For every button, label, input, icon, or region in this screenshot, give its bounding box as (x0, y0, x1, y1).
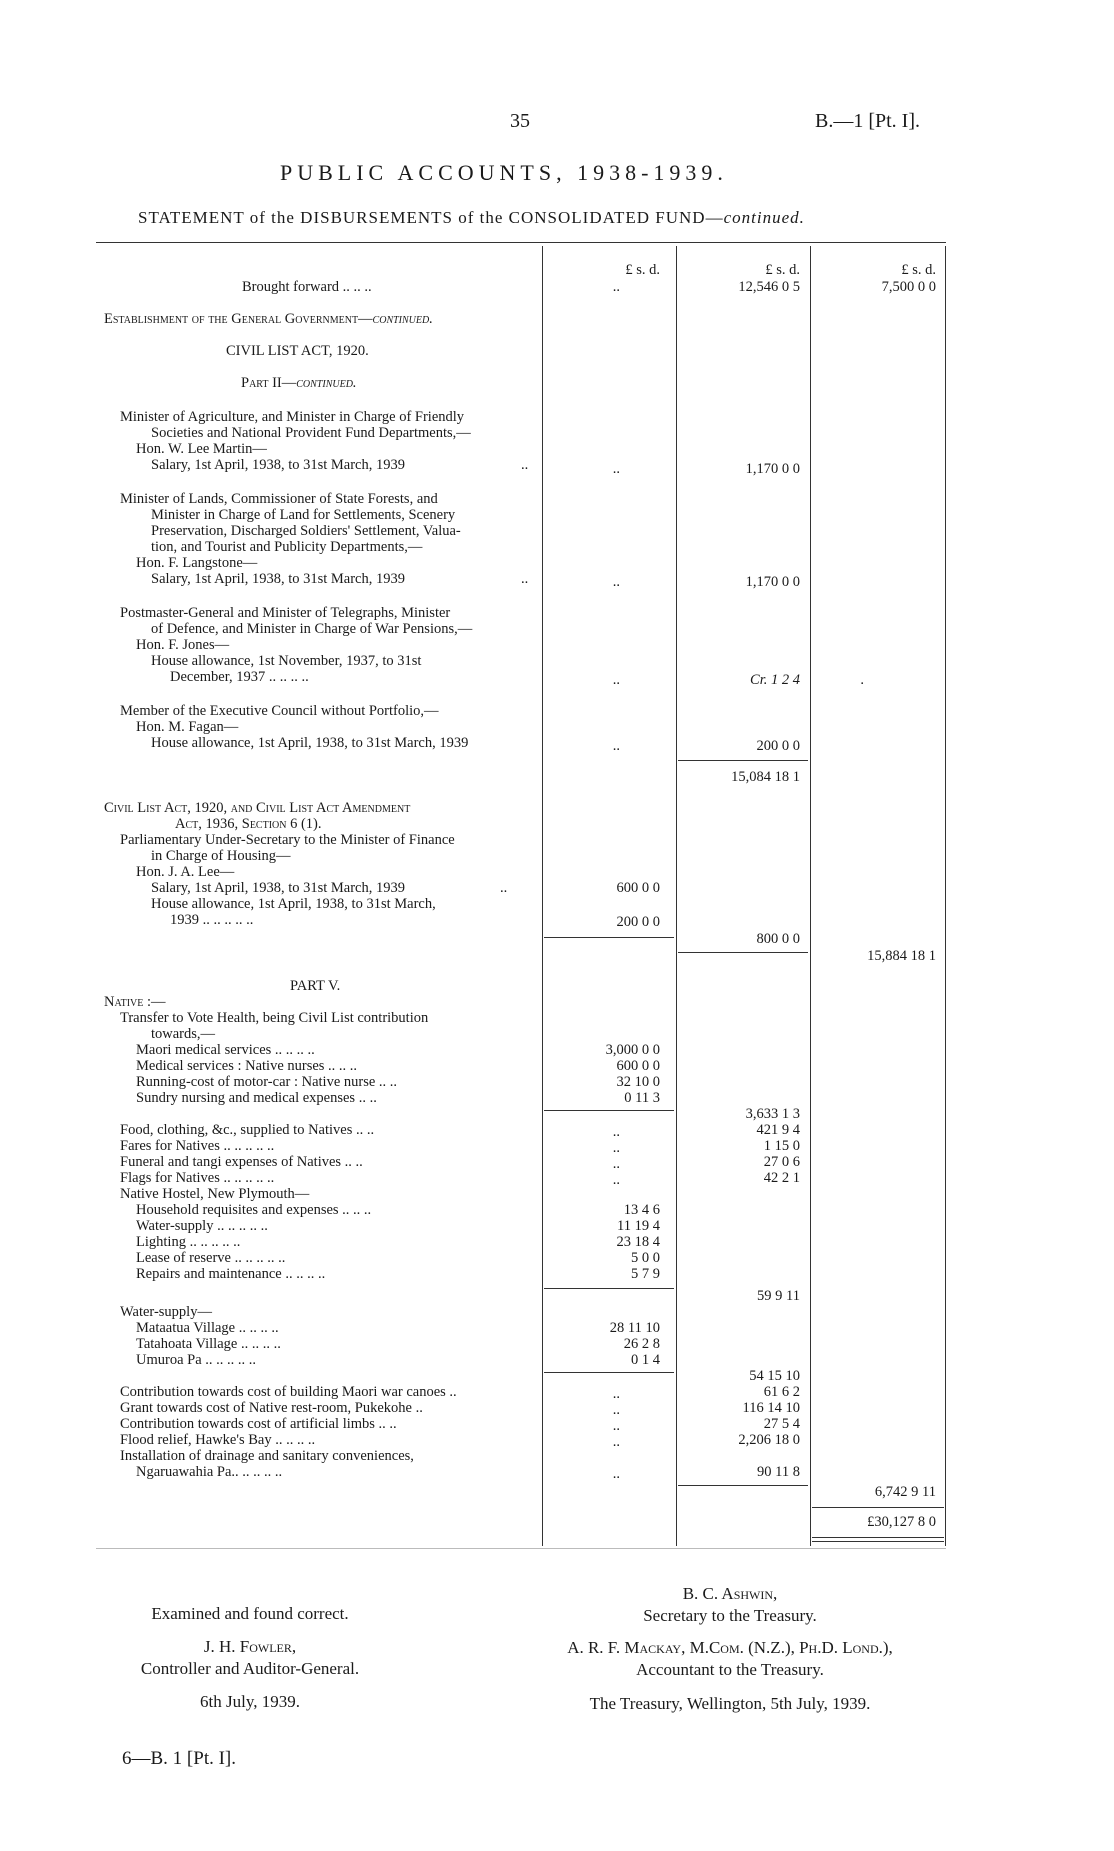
water-total-c2: 54 15 10 (749, 1368, 800, 1384)
misc-item-c1: .. (612, 1156, 620, 1172)
final-item-c1: .. (612, 1418, 620, 1434)
postmaster-line-5: December, 1937 .. .. .. .. (170, 669, 309, 685)
hostel-item-label: Lease of reserve .. .. .. .. .. (136, 1250, 286, 1266)
column-divider-1 (542, 246, 543, 1546)
water-heading: Water-supply— (120, 1304, 212, 1320)
water-item-label: Tatahoata Village .. .. .. .. (136, 1336, 281, 1352)
agri-line-4: Salary, 1st April, 1938, to 31st March, 1939 (151, 457, 405, 473)
health-item-c1: 600 0 0 (616, 1058, 660, 1074)
misc-item-c1: .. (612, 1140, 620, 1156)
misc-item-label: Funeral and tangi expenses of Natives .. .. (120, 1154, 363, 1170)
member-c2: 200 0 0 (756, 738, 800, 754)
document-reference: B.—1 [Pt. I]. (815, 110, 920, 132)
lands-line-1: Minister of Lands, Commissioner of State Forests, and (120, 491, 438, 507)
amendment-line-4: in Charge of Housing— (151, 848, 291, 864)
transfer-line-1: Transfer to Vote Health, being Civil List contribution (120, 1010, 429, 1026)
lands-line-6: Salary, 1st April, 1938, to 31st March, 1939 (151, 571, 405, 587)
postmaster-line-4: House allowance, 1st November, 1937, to 31st (151, 653, 422, 669)
postmaster-line-2: of Defence, and Minister in Charge of War Pensions,— (151, 621, 473, 637)
member-line-1: Member of the Executive Council without Portfolio,— (120, 703, 439, 719)
final-item-c2: 61 6 2 (763, 1384, 800, 1400)
agri-c1: .. (612, 461, 620, 477)
amendment-line-2: Act, 1936, Section 6 (1). (175, 816, 322, 832)
misc-item-c2: 1 15 0 (763, 1138, 800, 1154)
amendment-rule-c2 (678, 952, 808, 953)
column-header-1: £ s. d. (625, 262, 660, 278)
brought-forward-label: Brought forward .. .. .. (242, 279, 372, 295)
hostel-item-label: Repairs and maintenance .. .. .. .. (136, 1266, 326, 1282)
lands-line-5: Hon. F. Langstone— (136, 555, 258, 571)
water-item-c1: 28 11 10 (609, 1320, 660, 1336)
water-item-label: Umuroa Pa .. .. .. .. .. (136, 1352, 257, 1368)
secretary-title: Secretary to the Treasury. (643, 1606, 817, 1625)
final-item-label: Contribution towards cost of artificial limbs .. .. (120, 1416, 397, 1432)
amendment-rule-c1 (544, 937, 674, 938)
hostel-item-label: Household requisites and expenses .. .. .. (136, 1202, 372, 1218)
water-item-c1: 0 1 4 (631, 1352, 660, 1368)
section-heading-establishment: Establishment of the General Government—continued. (104, 311, 433, 327)
accountant-title: Accountant to the Treasury. (636, 1660, 824, 1679)
health-item-label: Running-cost of motor-car : Native nurse .. .. (136, 1074, 398, 1090)
health-rule (544, 1110, 674, 1111)
amendment-house-c1: 200 0 0 (616, 914, 660, 930)
part-v-heading: PART V. (290, 978, 341, 994)
misc-item-c1: .. (612, 1124, 620, 1140)
column-header-3: £ s. d. (901, 262, 936, 278)
hostel-item-label: Water-supply .. .. .. .. .. (136, 1218, 268, 1234)
accountant-name: A. R. F. Mackay, M.Com. (N.Z.), Ph.D. Lond.), (567, 1638, 893, 1657)
grand-total-c3: £30,127 8 0 (867, 1514, 936, 1530)
table-bottom-rule (96, 1548, 946, 1549)
hostel-total-c2: 59 9 11 (757, 1288, 800, 1304)
water-item-c1: 26 2 8 (623, 1336, 660, 1352)
amendment-line-6-dots: .. (500, 880, 508, 896)
secretary-name: B. C. Ashwin, (682, 1584, 778, 1603)
agri-line-3: Hon. W. Lee Martin— (136, 441, 267, 457)
member-line-3: House allowance, 1st April, 1938, to 31st March, 1939 (151, 735, 469, 751)
hostel-item-c1: 11 19 4 (617, 1218, 660, 1234)
final-item-label: Grant towards cost of Native rest-room, Pukekohe .. (120, 1400, 423, 1416)
postmaster-line-3: Hon. F. Jones— (136, 637, 230, 653)
health-item-label: Sundry nursing and medical expenses .. .. (136, 1090, 377, 1106)
health-item-c1: 32 10 0 (616, 1074, 660, 1090)
drainage-c2: 90 11 8 (757, 1464, 800, 1480)
page-subtitle: STATEMENT of the DISBURSEMENTS of the CONSOLIDATED FUND—continued. (138, 208, 805, 227)
amendment-salary-c1: 600 0 0 (616, 880, 660, 896)
examined-note: Examined and found correct. (151, 1604, 349, 1623)
drainage-c1: .. (612, 1466, 620, 1482)
final-item-c1: .. (612, 1434, 620, 1450)
brought-forward-c1: .. (612, 279, 620, 295)
final-item-c2: 116 14 10 (742, 1400, 800, 1416)
subtotal-rule-part-ii (678, 760, 808, 761)
agri-c2: 1,170 0 0 (745, 461, 800, 477)
amendment-line-5: Hon. J. A. Lee— (136, 864, 235, 880)
hostel-item-c1: 13 4 6 (623, 1202, 660, 1218)
section-heading-civil-list: CIVIL LIST ACT, 1920. (226, 343, 369, 359)
misc-item-label: Fares for Natives .. .. .. .. .. (120, 1138, 275, 1154)
amendment-c3: 15,884 18 1 (867, 948, 936, 964)
auditor-date: 6th July, 1939. (200, 1692, 300, 1711)
page-title: PUBLIC ACCOUNTS, 1938-1939. (280, 160, 728, 185)
final-item-label: Flood relief, Hawke's Bay .. .. .. .. (120, 1432, 316, 1448)
page-number: 35 (510, 110, 530, 132)
lands-line-4: tion, and Tourist and Publicity Departments,— (151, 539, 423, 555)
final-item-c1: .. (612, 1386, 620, 1402)
agri-line-2: Societies and National Provident Fund Departments,— (151, 425, 471, 441)
lands-line-3: Preservation, Discharged Soldiers' Settlement, Valua- (151, 523, 461, 539)
health-item-label: Medical services : Native nurses .. .. .. (136, 1058, 358, 1074)
table-top-rule (96, 242, 946, 243)
lands-line-2: Minister in Charge of Land for Settlements, Scenery (151, 507, 456, 523)
misc-item-label: Flags for Natives .. .. .. .. .. (120, 1170, 275, 1186)
transfer-line-2: towards,— (151, 1026, 216, 1042)
health-item-c1: 0 11 3 (624, 1090, 660, 1106)
hostel-item-c1: 5 0 0 (631, 1250, 660, 1266)
hostel-rule (544, 1288, 674, 1289)
brought-forward-c3: 7,500 0 0 (881, 279, 936, 295)
column-divider-2 (676, 246, 677, 1546)
part-v-total-c3: 6,742 9 11 (874, 1484, 936, 1500)
final-item-label: Contribution towards cost of building Maori war canoes .. (120, 1384, 457, 1400)
final-item-c2: 2,206 18 0 (738, 1432, 800, 1448)
water-item-label: Mataatua Village .. .. .. .. (136, 1320, 279, 1336)
auditor-title: Controller and Auditor-General. (140, 1659, 360, 1678)
part-v-rule-c2 (678, 1485, 808, 1486)
amendment-c2: 800 0 0 (756, 931, 800, 947)
grand-total-rule-top (812, 1507, 944, 1508)
hostel-item-c1: 23 18 4 (616, 1234, 660, 1250)
amendment-line-6: Salary, 1st April, 1938, to 31st March, 1939 (151, 880, 405, 896)
column-divider-4 (945, 246, 946, 1546)
lands-dots: .. (521, 571, 529, 587)
misc-item-c1: .. (612, 1172, 620, 1188)
health-total-c2: 3,633 1 3 (745, 1106, 800, 1122)
postmaster-c2: Cr. 1 2 4 (750, 672, 800, 688)
column-header-2: £ s. d. (765, 262, 800, 278)
hostel-item-c1: 5 7 9 (631, 1266, 660, 1282)
brought-forward-c2: 12,546 0 5 (738, 279, 800, 295)
misc-item-c2: 42 2 1 (763, 1170, 800, 1186)
health-item-label: Maori medical services .. .. .. .. (136, 1042, 315, 1058)
final-item-c2: 27 5 4 (763, 1416, 800, 1432)
auditor-name: J. H. Fowler, (203, 1637, 297, 1656)
member-line-2: Hon. M. Fagan— (136, 719, 239, 735)
misc-item-c2: 27 0 6 (763, 1154, 800, 1170)
print-reference: 6—B. 1 [Pt. I]. (122, 1748, 236, 1769)
water-rule (544, 1372, 674, 1373)
grand-total-double-rule (812, 1537, 944, 1542)
subtotal-part-ii: 15,084 18 1 (731, 769, 800, 785)
native-heading: Native :— (104, 994, 166, 1010)
member-c1: .. (612, 738, 620, 754)
drainage-line-1: Installation of drainage and sanitary conveniences, (120, 1448, 414, 1464)
column-divider-3 (810, 246, 811, 1546)
health-item-c1: 3,000 0 0 (605, 1042, 660, 1058)
postmaster-line-1: Postmaster-General and Minister of Telegraphs, Minister (120, 605, 451, 621)
lands-c2: 1,170 0 0 (745, 574, 800, 590)
treasury-place-date: The Treasury, Wellington, 5th July, 1939. (589, 1694, 871, 1713)
agri-dots: .. (521, 457, 529, 473)
amendment-line-7: House allowance, 1st April, 1938, to 31st March, (151, 896, 436, 912)
amendment-line-8: 1939 .. .. .. .. .. (170, 912, 254, 928)
section-heading-part-ii: Part II—continued. (241, 375, 357, 391)
drainage-line-2: Ngaruawahia Pa.. .. .. .. .. (136, 1464, 283, 1480)
agri-line-1: Minister of Agriculture, and Minister in Charge of Friendly (120, 409, 465, 425)
misc-item-label: Food, clothing, &c., supplied to Natives .. .. (120, 1122, 375, 1138)
hostel-item-label: Lighting .. .. .. .. .. (136, 1234, 241, 1250)
amendment-line-1: Civil List Act, 1920, and Civil List Act Amendment (104, 800, 411, 816)
misc-item-c2: 421 9 4 (756, 1122, 800, 1138)
lands-c1: .. (612, 574, 620, 590)
hostel-heading: Native Hostel, New Plymouth— (120, 1186, 310, 1202)
amendment-line-3: Parliamentary Under-Secretary to the Minister of Finance (120, 832, 455, 848)
final-item-c1: .. (612, 1402, 620, 1418)
postmaster-c1: .. (612, 672, 620, 688)
postmaster-c3: . (860, 672, 864, 688)
